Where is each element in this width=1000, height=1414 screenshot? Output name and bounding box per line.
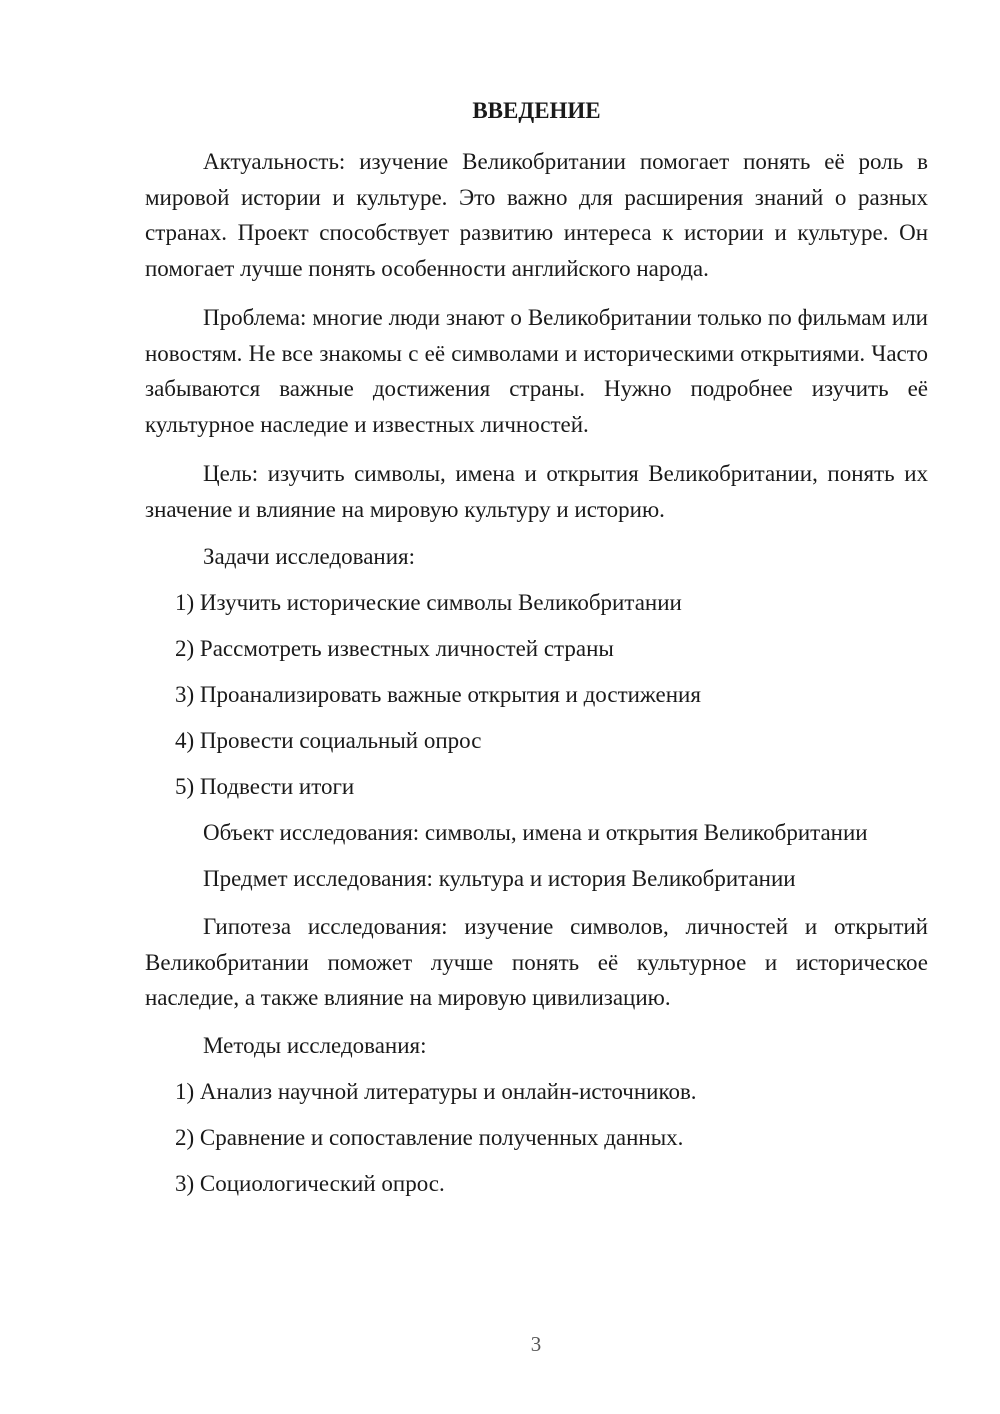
hypothesis-paragraph: Гипотеза исследования: изучение символов, личностей и открытий Великобритании поможет лучше понять её культурное и историческое наследие, а также влияние на мировую цивилизацию. (145, 914, 928, 1010)
methods-heading: Методы исследования: (203, 1032, 427, 1058)
page-number: 3 (530, 1332, 542, 1356)
relevance-paragraph: Актуальность: изучение Великобритании помогает понять её роль в мировой истории и культуре. Это важно для расширения знаний о разных странах. Проект способствует развитию интереса к истории и культуре. Он помогает лучше понять особенности английского народа. (145, 149, 928, 281)
list-item: 3) Проанализировать важные открытия и достижения (175, 682, 701, 707)
tasks-heading: Задачи исследования: (203, 544, 416, 569)
tasks-list (145, 587, 928, 803)
list-item: 1) Изучить исторические символы Великобритании (175, 590, 682, 615)
goal-paragraph: Цель: изучить символы, имена и открытия Великобритании, понять их значение и влияние на мировую культуру и историю. (145, 461, 928, 522)
subject-line: Предмет исследования: культура и история Великобритании (203, 866, 796, 891)
section-title: ВВЕДЕНИЕ (472, 98, 601, 123)
list-item: 2) Рассмотреть известных личностей страны (175, 636, 614, 661)
problem-paragraph: Проблема: многие люди знают о Великобритании только по фильмам или новостям. Не все знакомы с её символами и историческими открытиями. Часто забываются важные достижения страны. Нужно подробнее изучить её культурное наследие и известных личностей. (145, 305, 928, 437)
list-item: 3) Социологический опрос. (175, 1170, 445, 1196)
document-page (145, 95, 928, 1214)
methods-list (145, 1076, 928, 1200)
list-item: 4) Провести социальный опрос (175, 728, 482, 753)
list-item: 2) Сравнение и сопоставление полученных данных. (175, 1124, 684, 1150)
list-item: 1) Анализ научной литературы и онлайн-источников. (175, 1078, 697, 1104)
object-line: Объект исследования: символы, имена и открытия Великобритании (203, 820, 868, 845)
list-item: 5) Подвести итоги (175, 774, 355, 799)
